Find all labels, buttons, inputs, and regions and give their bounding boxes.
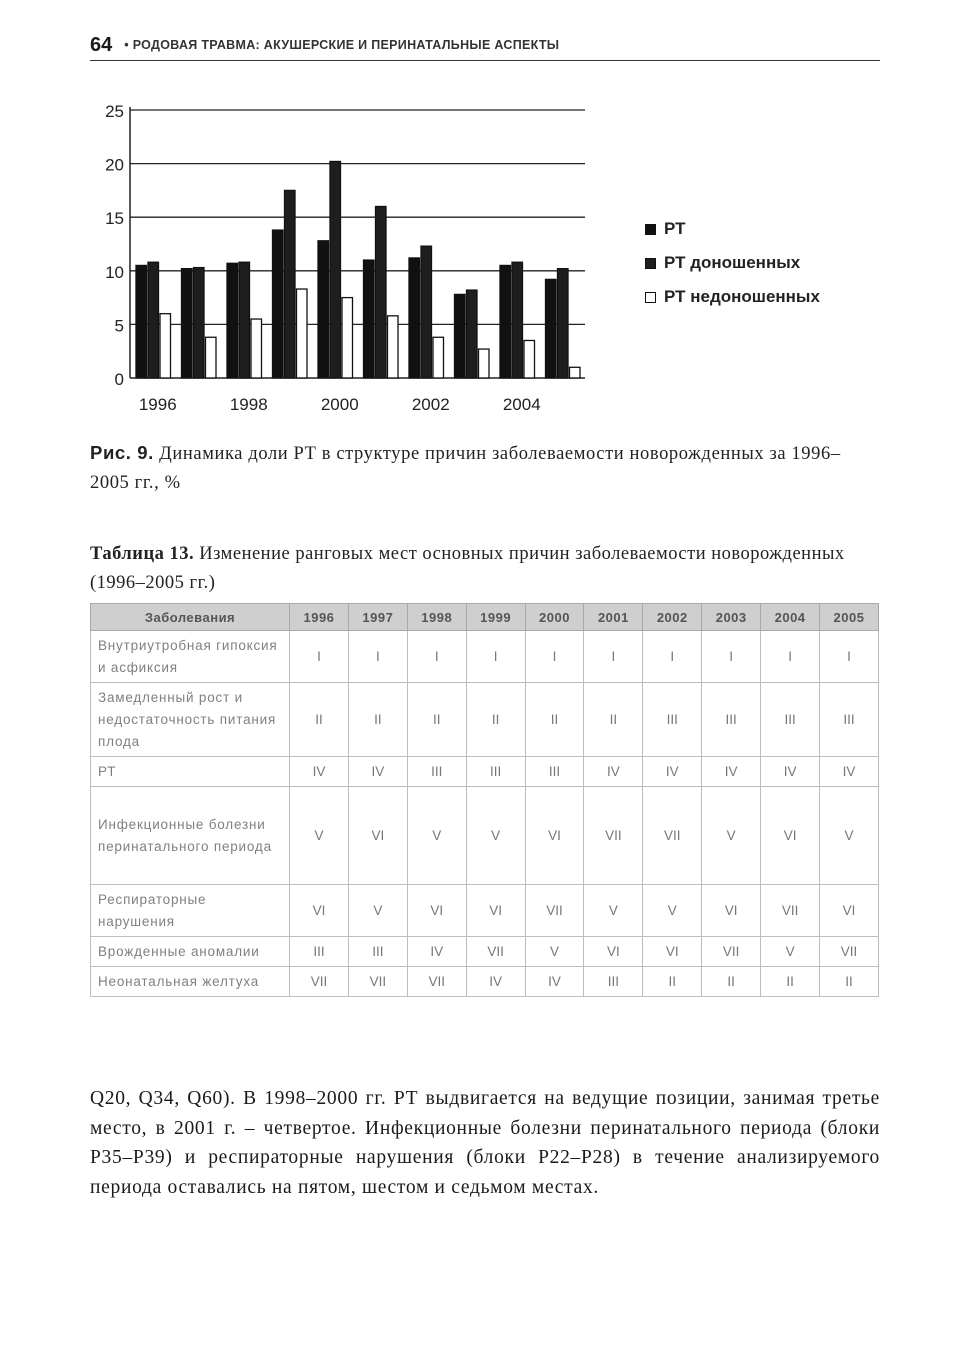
disease-name-cell: Неонатальная желтуха	[91, 967, 290, 997]
rank-cell: V	[348, 885, 407, 937]
bar-rt	[500, 265, 511, 378]
rank-cell: VII	[348, 967, 407, 997]
rank-cell: V	[407, 787, 466, 885]
rank-cell: VII	[702, 937, 761, 967]
legend-item-rt-term	[645, 246, 820, 280]
disease-name-cell: Инфекционные болезни перинатального периода	[91, 787, 290, 885]
bar-rt	[409, 258, 420, 378]
table-row	[91, 631, 879, 683]
rank-cell: II	[525, 683, 584, 757]
table-row	[91, 757, 879, 787]
rank-cell: VII	[290, 967, 349, 997]
bar-rt	[318, 241, 329, 378]
y-tick-label: 20	[105, 155, 124, 175]
rank-cell: V	[702, 787, 761, 885]
rank-cell: III	[290, 937, 349, 967]
bar-rt-preterm	[297, 289, 308, 378]
rank-cell: IV	[466, 967, 525, 997]
chart-legend	[645, 212, 820, 314]
bar-rt-preterm	[160, 314, 171, 378]
rank-cell: IV	[348, 757, 407, 787]
bar-rt-preterm	[206, 337, 217, 378]
rank-cell: III	[702, 683, 761, 757]
rank-cell: II	[466, 683, 525, 757]
rank-cell: IV	[820, 757, 879, 787]
legend-label-rt: РТ	[664, 219, 686, 238]
x-tick-label: 2004	[502, 395, 541, 414]
x-tick-label: 1998	[229, 395, 268, 414]
rank-cell: IV	[290, 757, 349, 787]
rank-cell: I	[584, 631, 643, 683]
rank-cell: I	[348, 631, 407, 683]
rank-cell: II	[702, 967, 761, 997]
y-tick-label: 25	[105, 102, 124, 121]
rank-cell: II	[820, 967, 879, 997]
bar-rt-term	[558, 269, 569, 378]
bar-rt	[455, 294, 466, 378]
column-header-year: 1997	[348, 604, 407, 631]
bar-rt	[273, 230, 284, 378]
rank-cell: II	[761, 967, 820, 997]
rank-cell: VI	[466, 885, 525, 937]
rank-cell: III	[584, 967, 643, 997]
figure-caption-label: Рис. 9.	[90, 442, 154, 463]
table-row	[91, 787, 879, 885]
bar-rt-preterm	[342, 298, 353, 378]
column-header-year: 2003	[702, 604, 761, 631]
rank-cell: VI	[407, 885, 466, 937]
bar-rt-preterm	[388, 316, 399, 378]
rank-cell: I	[407, 631, 466, 683]
table-caption	[90, 540, 880, 598]
rank-cell: III	[820, 683, 879, 757]
legend-label-rt-term: РТ доношенных	[664, 253, 801, 272]
disease-name-cell: РТ	[91, 757, 290, 787]
disease-name-cell: Респираторные нарушения	[91, 885, 290, 937]
y-tick-label: 5	[114, 316, 124, 336]
y-tick-label: 0	[114, 370, 124, 389]
rank-cell: VI	[702, 885, 761, 937]
bar-rt-term	[330, 161, 341, 378]
y-tick-label: 15	[105, 209, 124, 229]
rank-cell: IV	[702, 757, 761, 787]
table-caption-text: Изменение ранговых мест основных причин заболеваемости новорожденных (1996–2005 гг.)	[90, 544, 845, 593]
rank-cell: IV	[525, 967, 584, 997]
rank-cell: I	[643, 631, 702, 683]
rank-cell: IV	[761, 757, 820, 787]
figure-caption	[90, 438, 880, 498]
table-row	[91, 967, 879, 997]
column-header-year: 2004	[761, 604, 820, 631]
rank-cell: VII	[525, 885, 584, 937]
rank-cell: VI	[761, 787, 820, 885]
bar-rt-preterm	[570, 367, 581, 378]
legend-item-rt-preterm	[645, 280, 820, 314]
legend-swatch-rt-preterm	[645, 292, 656, 303]
bar-rt-term	[148, 262, 159, 378]
rank-cell: VII	[761, 885, 820, 937]
body-paragraph: Q20, Q34, Q60). В 1998–2000 гг. РТ выдвигается на ведущие позиции, занимая третье место, в 2001 г. – четвертое. Инфекционные болезни перинатального периода (блоки Р35–Р39) и респираторные нарушения (блоки Р22–Р28) в течение анализируемого периода оставались на пятом, шестом и седьмом местах.	[90, 1088, 880, 1198]
bar-rt-term	[421, 246, 432, 378]
rank-cell: I	[702, 631, 761, 683]
rank-cell: V	[584, 885, 643, 937]
legend-swatch-rt-term	[645, 258, 656, 269]
running-header	[90, 30, 880, 61]
rank-cell: VII	[407, 967, 466, 997]
bar-chart	[90, 95, 610, 425]
rank-cell: VI	[290, 885, 349, 937]
rank-cell: V	[643, 885, 702, 937]
bar-rt	[227, 263, 238, 378]
rank-cell: III	[761, 683, 820, 757]
rank-cell: VI	[820, 885, 879, 937]
bar-rt-term	[376, 206, 387, 378]
rank-cell: III	[466, 757, 525, 787]
disease-name-cell: Врожденные аномалии	[91, 937, 290, 967]
rank-cell: III	[525, 757, 584, 787]
column-header-year: 1996	[290, 604, 349, 631]
rank-cell: II	[290, 683, 349, 757]
column-header-year: 2001	[584, 604, 643, 631]
legend-swatch-rt	[645, 224, 656, 235]
rank-cell: V	[820, 787, 879, 885]
rank-cell: VI	[643, 937, 702, 967]
bar-rt-term	[194, 268, 205, 378]
running-title: • РОДОВАЯ ТРАВМА: АКУШЕРСКИЕ И ПЕРИНАТАЛЬНЫЕ АСПЕКТЫ	[124, 38, 560, 52]
bar-rt	[136, 265, 147, 378]
bar-rt-preterm	[524, 340, 535, 378]
page-number: 64	[90, 33, 113, 56]
bar-rt-preterm	[251, 319, 262, 378]
bar-rt-term	[239, 262, 250, 378]
rank-cell: V	[525, 937, 584, 967]
rank-cell: VI	[348, 787, 407, 885]
rank-cell: II	[643, 967, 702, 997]
legend-label-rt-preterm: РТ недоношенных	[664, 287, 820, 306]
rank-cell: IV	[584, 757, 643, 787]
bar-rt-term	[285, 190, 296, 378]
x-tick-label: 2002	[411, 395, 450, 414]
rank-cell: VII	[584, 787, 643, 885]
rank-cell: III	[407, 757, 466, 787]
chart-bars	[136, 161, 580, 378]
rank-cell: VII	[466, 937, 525, 967]
bar-rt	[546, 279, 557, 378]
rank-cell: I	[820, 631, 879, 683]
column-header-year: 2005	[820, 604, 879, 631]
rank-cell: VI	[584, 937, 643, 967]
rank-cell: IV	[407, 937, 466, 967]
rank-cell: I	[290, 631, 349, 683]
table-caption-label: Таблица 13.	[90, 544, 195, 564]
rank-cell: II	[407, 683, 466, 757]
rank-cell: VI	[525, 787, 584, 885]
column-header-disease: Заболевания	[91, 604, 290, 631]
rank-cell: I	[466, 631, 525, 683]
rank-cell: I	[525, 631, 584, 683]
bar-rt-term	[512, 262, 523, 378]
column-header-year: 2000	[525, 604, 584, 631]
ranks-table	[90, 603, 879, 997]
rank-cell: VII	[643, 787, 702, 885]
rank-cell: I	[761, 631, 820, 683]
bar-rt	[182, 269, 193, 378]
figure-caption-text: Динамика доли РТ в структуре причин заболеваемости новорожденных за 1996–2005 гг., %	[90, 444, 841, 493]
bar-rt	[364, 260, 375, 378]
table-row	[91, 937, 879, 967]
rank-cell: III	[643, 683, 702, 757]
disease-name-cell: Замедленный рост и недостаточность питания плода	[91, 683, 290, 757]
x-tick-label: 1996	[138, 395, 177, 414]
y-tick-labels	[105, 102, 124, 389]
table-row	[91, 683, 879, 757]
rank-cell: III	[348, 937, 407, 967]
rank-cell: V	[466, 787, 525, 885]
disease-name-cell: Внутриутробная гипоксия и асфиксия	[91, 631, 290, 683]
rank-cell: IV	[643, 757, 702, 787]
rank-cell: V	[290, 787, 349, 885]
column-header-year: 1998	[407, 604, 466, 631]
rank-cell: II	[348, 683, 407, 757]
rank-cell: VII	[820, 937, 879, 967]
bar-rt-term	[467, 290, 478, 378]
y-tick-label: 10	[105, 262, 124, 282]
table-header-row	[91, 604, 879, 631]
column-header-year: 2002	[643, 604, 702, 631]
bar-rt-preterm	[479, 349, 490, 378]
rank-cell: II	[584, 683, 643, 757]
rank-cell: V	[761, 937, 820, 967]
column-header-year: 1999	[466, 604, 525, 631]
x-tick-labels	[139, 395, 541, 414]
x-tick-label: 2000	[320, 395, 359, 414]
legend-item-rt	[645, 212, 820, 246]
table-row	[91, 885, 879, 937]
bar-rt-preterm	[433, 337, 444, 378]
